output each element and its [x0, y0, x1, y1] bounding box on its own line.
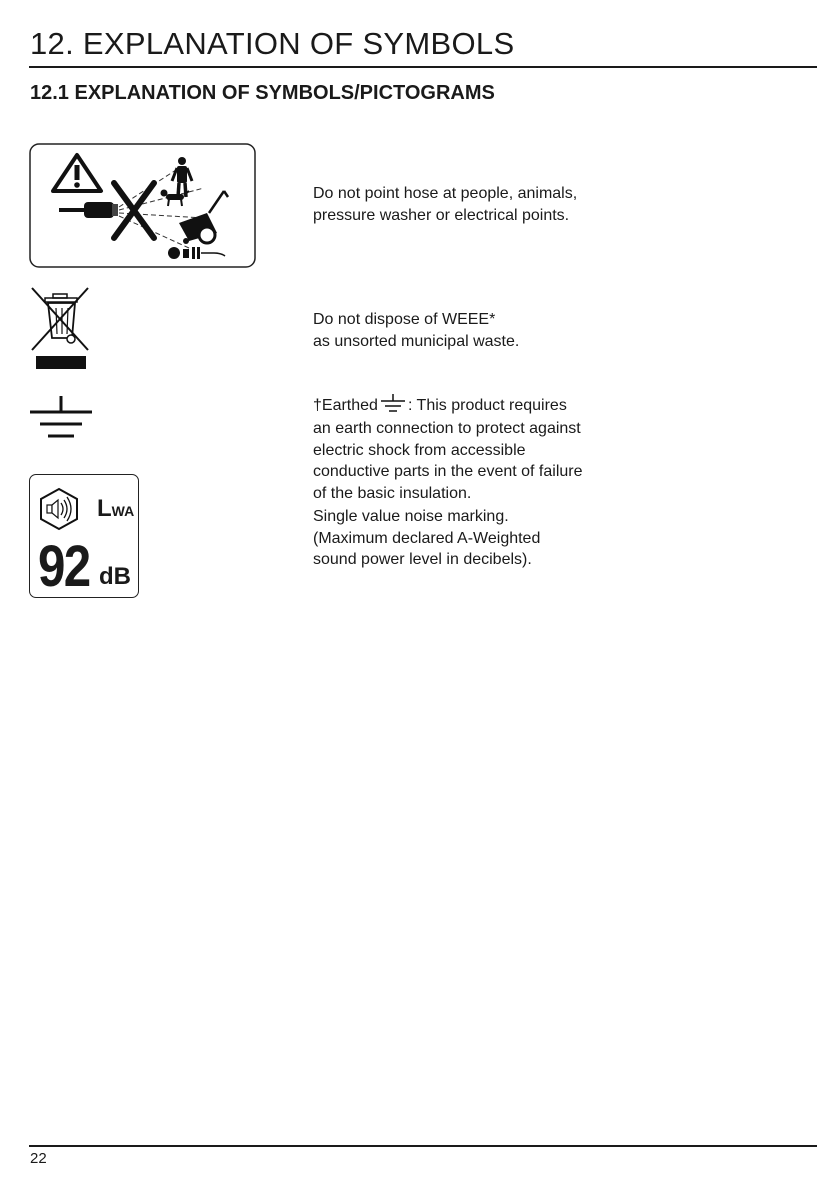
symbol-text-earth [313, 372, 583, 526]
title-rule [29, 66, 817, 68]
symbol-text-weee: Do not dispose of WEEE* as unsorted municipal waste. [313, 311, 520, 350]
earth-text-after-icon: : This product requires [407, 396, 567, 414]
symbol-text-noise: Single value noise marking. (Maximum declared A-Weighted sound power level in decibels). [313, 508, 541, 568]
lwa-label: LWA [97, 495, 135, 522]
earth-text-rest: an earth connection to protect against electric shock from accessible conductive parts in the event of failure of the basic insulation. [313, 420, 583, 502]
crossed-out-wheelie-bin-icon [30, 286, 92, 370]
pressure-washer-warning-pictogram [29, 143, 256, 268]
noise-unit: dB [99, 563, 131, 590]
earth-inline-icon [380, 394, 406, 419]
earth-symbol-icon [30, 396, 92, 440]
footer-rule [29, 1145, 817, 1147]
noise-level-label [29, 474, 139, 598]
page-number: 22 [30, 1150, 47, 1167]
section-title: 12. EXPLANATION OF SYMBOLS [30, 26, 515, 61]
speaker-icon [37, 487, 81, 536]
earth-text-prefix: †Earthed [313, 396, 378, 414]
noise-value: 92 [38, 534, 90, 599]
symbol-text-hose: Do not point hose at people, animals, pressure washer or electrical points. [313, 185, 578, 224]
subsection-title: 12.1 EXPLANATION OF SYMBOLS/PICTOGRAMS [30, 82, 495, 104]
